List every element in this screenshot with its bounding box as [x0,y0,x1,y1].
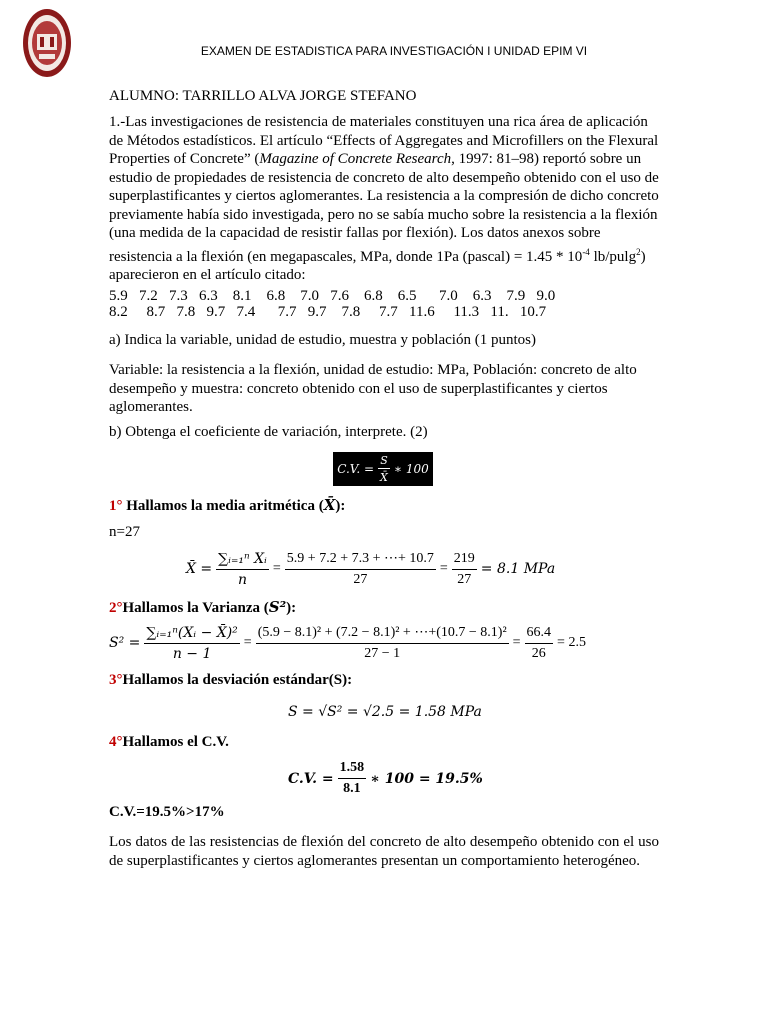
step3-heading: 3°Hallamos la desviación estándar(S): [109,672,353,688]
cv-result: C.V.=19.5%>17% [109,804,225,820]
cv-equation: C.V. = $\frac{1.58}{8.1}$ ∗ 100 = 19.5% [288,760,483,796]
problem-statement: 1.-Las investigaciones de resistencia de materiales constituyen una rica área de aplicación de Métodos estadísticos. El artículo “Effects of Aggregates and Microfillers on the Flexural Properties of Concrete” (Magazine of Concrete Research, 1997: 81–98) reportó sobre un estudio de propiedades de resistencia de concreto de alto desempeño obtenido con el uso de superplastificantes y ciertos aglomerantes. La resistencia a la compresión de dicho concreto previamente había sido investigada, pero no se sabía mucho sobre la resistencia a la flexión (una medida de la capacidad de resistir fallas por flexión). Los datos anexos sobre resistencia a la flexión (en megapascales, MPa, donde 1Pa (pascal) = $1.45 * 10^{-4}$ lb/pulg$^2$) aparecieron en el artículo citado: [109,114,659,283]
data-row-2: 8.2 8.7 7.8 9.7 7.4 7.7 9.7 7.8 7.7 11.6 11.3 11. 10.7 [109,304,547,320]
university-seal-logo [22,8,72,78]
exam-header: EXAMEN DE ESTADISTICA PARA INVESTIGACIÓN I UNIDAD EPIM VI [200,44,588,58]
step1-heading: 1° Hallamos la media aritmética (X̄): [109,496,346,514]
variance-equation: S² = $\frac{\text{∑ᵢ₌₁ⁿ(Xᵢ − X̄)²}}{n - 1}$ = $\frac{\text{(5.9 − 8.1)² + (7.2 − 8.1)² + ⋯+(10.7 − 8.1)²}}{27 - 1}$ = $\frac{66.4}{26}$ = 2.5 [109,624,586,662]
question-b: b) Obtenga el coeficiente de variación, interprete. (2) [109,424,428,440]
mean-equation: X̄ = $\frac{\text{∑ᵢ₌₁ⁿ Xᵢ}}{n}$ = $\frac{5.9 + 7.2 + 7.3 + \cdots+ 10.7}{27}$ = $\frac{219}{27}$ = 8.1 MPa [186,550,556,588]
question-a: a) Indica la variable, unidad de estudio, muestra y población (1 puntos) [109,332,536,348]
step2-heading: 2°Hallamos la Varianza (S²): [109,598,297,616]
data-row-1: 5.9 7.2 7.3 6.3 8.1 6.8 7.0 7.6 6.8 6.5 7.0 6.3 7.9 9.0 [109,288,556,304]
std-dev-equation: S = √S² = √2.5 = 1.58 MPa [288,704,482,720]
n-value: n=27 [109,524,140,540]
answer-a: Variable: la resistencia a la flexión, unidad de estudio: MPa, Población: concreto de alto desempeño y muestra: concreto obtenido con el uso de superplastificantes y ciertos aglomerantes. [109,362,637,415]
conclusion: Los datos de las resistencias de flexión del concreto de alto desempeño obtenido con el uso de superplastificantes y ciertos aglomerantes presentan un comportamiento heterogéneo. [109,834,659,869]
student-name: ALUMNO: TARRILLO ALVA JORGE STEFANO [109,88,417,104]
step4-heading: 4°Hallamos el C.V. [109,734,229,750]
cv-formula-box: C.V. = $\frac{S}{X̄}$ ∗ 100 [333,452,433,486]
